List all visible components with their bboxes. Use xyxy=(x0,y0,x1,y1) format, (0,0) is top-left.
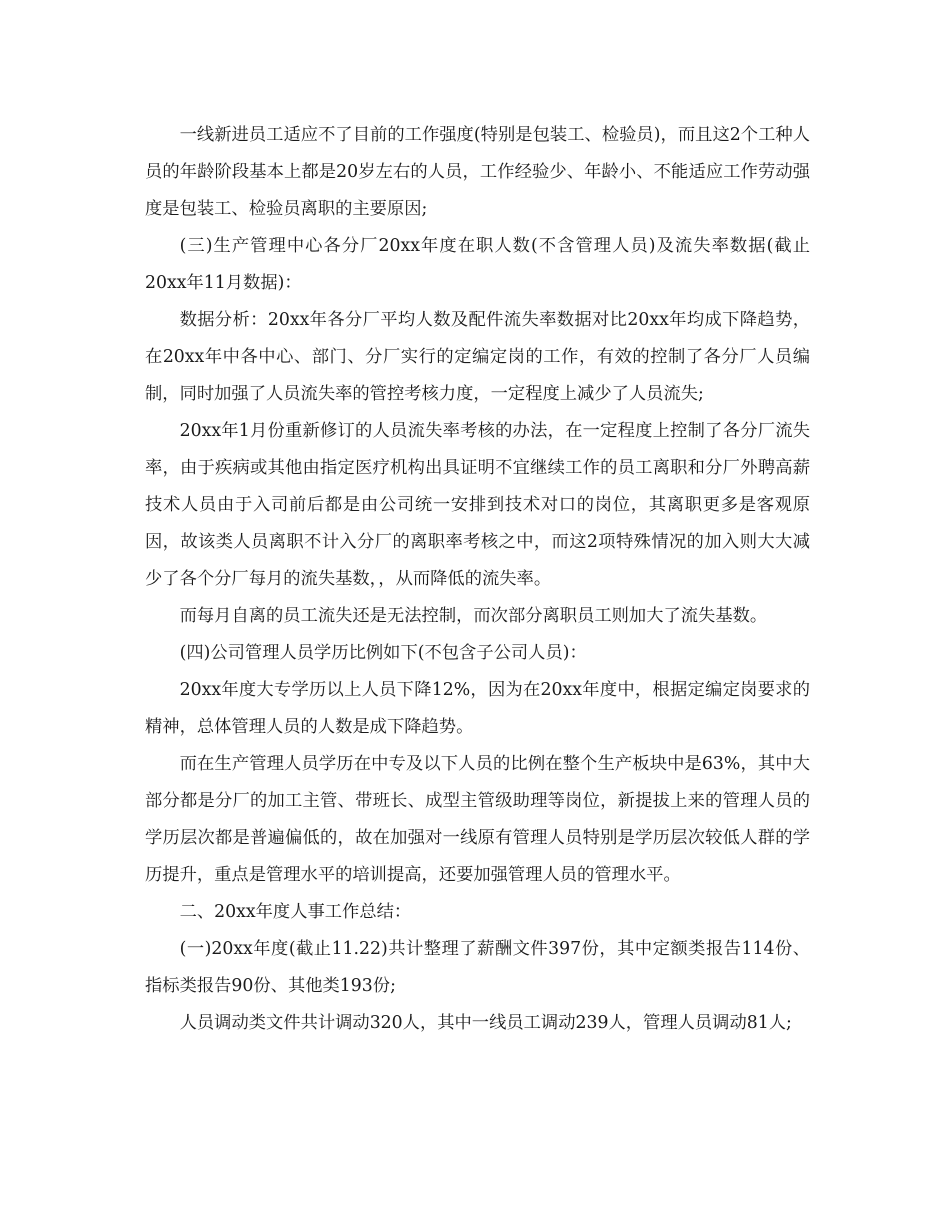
paragraph-5: 而每月自离的员工流失还是无法控制，而次部分离职员工则加大了流失基数。 xyxy=(179,606,768,626)
document-body xyxy=(145,117,810,1042)
paragraph-4: 20xx年1月份重新修订的人员流失率考核的办法，在一定程度上控制了各分厂流失率，由于疾病或其他由指定医疗机构出具证明不宜继续工作的员工离职和分厂外聘高薪技术人员由于入司前后都是由公司统一安排到技术对口的岗位，其离职更多是客观原因，故该类人员离职不计入分厂的离职率考核之中，而这2项特殊情况的加入则大大减少了各个分厂每月的流失基数，，从而降低的流失率。 xyxy=(145,421,810,589)
paragraph-8: 而在生产管理人员学历在中专及以下人员的比例在整个生产板块中是63%，其中大部分都是分厂的加工主管、带班长、成型主管级助理等岗位，新提拔上来的管理人员的学历层次都是普遍偏低的，故在加强对一线原有管理人员特别是学历层次较低人群的学历提升，重点是管理水平的培训提高，还要加强管理人员的管理水平。 xyxy=(145,754,810,885)
paragraph-7: 20xx年度大专学历以上人员下降12%，因为在20xx年度中，根据定编定岗要求的精神，总体管理人员的人数是成下降趋势。 xyxy=(145,680,810,737)
paragraph-3: 数据分析：20xx年各分厂平均人数及配件流失率数据对比20xx年均成下降趋势，在20xx年中各中心、部门、分厂实行的定编定岗的工作，有效的控制了各分厂人员编制，同时加强了人员流失率的管控考核力度，一定程度上减少了人员流失; xyxy=(145,310,810,404)
paragraph-1: 一线新进员工适应不了目前的工作强度(特别是包装工、检验员)，而且这2个工种人员的年龄阶段基本上都是20岁左右的人员，工作经验少、年龄小、不能适应工作劳动强度是包装工、检验员离职的主要原因; xyxy=(145,125,810,219)
paragraph-2: (三)生产管理中心各分厂20xx年度在职人数(不含管理人员)及流失率数据(截止20xx年11月数据)： xyxy=(145,236,810,293)
paragraph-6: (四)公司管理人员学历比例如下(不包含子公司人员)： xyxy=(179,643,587,663)
paragraph-11: 人员调动类文件共计调动320人，其中一线员工调动239人，管理人员调动81人; xyxy=(179,1013,792,1033)
paragraph-10: (一)20xx年度(截止11.22)共计整理了薪酬文件397份，其中定额类报告114份、指标类报告90份、其他类193份; xyxy=(145,939,810,996)
section-heading-2: 二、20xx年度人事工作总结： xyxy=(179,902,412,922)
